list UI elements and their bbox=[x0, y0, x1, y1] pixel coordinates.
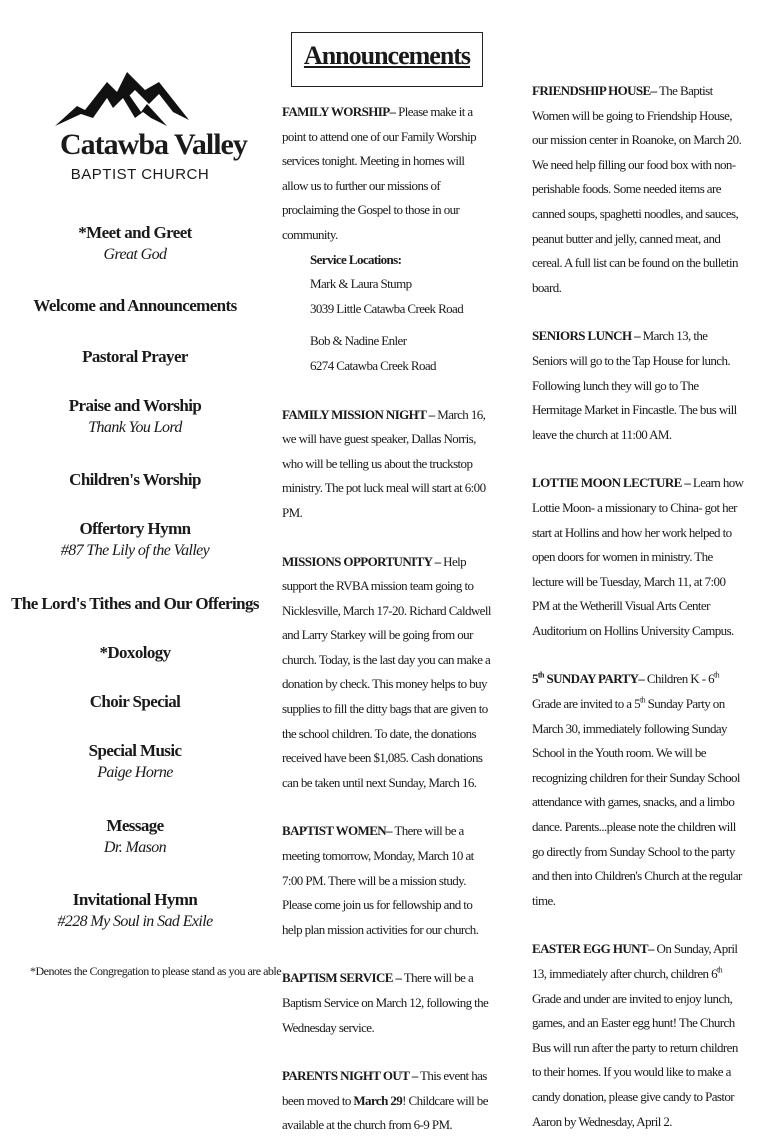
fifth-sunday-num: 5 bbox=[532, 671, 538, 687]
missions-opportunity-body: Help support the RVBA mission team going to Nicklesville, March 17-20. Richard Caldwell and Larry Starkey will be going from our church. Today, is the last day you can make a donation by check. This money helps to buy supplies to fill the ditty bags that are given to the school children. To date, the donations received have been $1,085. Cash donations can be taken until next Sunday, March 16. bbox=[282, 553, 491, 790]
family-worship-body: Please make it a point to attend one of our Family Worship services tonight. Meeting in homes will allow us to further our missions of proclaiming the Gospel to those in our community. bbox=[282, 104, 477, 242]
order-item-title: Invitational Hymn bbox=[72, 890, 198, 909]
order-item-title: Pastoral Prayer bbox=[82, 347, 188, 366]
order-item bbox=[0, 593, 270, 615]
baptism-service bbox=[282, 966, 492, 1040]
missions-opportunity-heading: MISSIONS OPPORTUNITY – bbox=[282, 553, 441, 569]
fifth-sunday-body-b: Grade are invited to a 5 bbox=[532, 696, 640, 712]
order-item bbox=[0, 815, 270, 859]
order-item-title: Offertory Hymn bbox=[79, 519, 191, 538]
parents-night-out bbox=[282, 1064, 492, 1138]
order-item-subtitle: Paige Horne bbox=[97, 764, 173, 781]
order-item bbox=[0, 395, 270, 439]
missions-opportunity bbox=[282, 550, 492, 796]
fifth-sunday-rest: SUNDAY PARTY– bbox=[543, 671, 645, 687]
church-logo bbox=[55, 68, 247, 188]
family-mission-body: March 16, we will have guest speaker, Dallas Norris, who will be telling us about the truckstop ministry. The pot luck meal will start at 6:00 PM. bbox=[282, 406, 486, 520]
fifth-sunday-sup2: th bbox=[639, 695, 645, 705]
order-item-title: Message bbox=[106, 816, 164, 835]
announcements-title: Announcements bbox=[303, 41, 471, 70]
lottie-moon-heading: LOTTIE MOON LECTURE – bbox=[532, 475, 691, 491]
easter-egg-sup: th bbox=[717, 965, 723, 975]
order-item-title: Children's Worship bbox=[69, 470, 201, 489]
order-item-title: Special Music bbox=[88, 741, 182, 760]
fifth-sunday-body-c: Sunday Party on March 30, immediately following Sunday School in the Youth room. We will be recognizing children for their Sunday School attendance with games, snacks, and a limbo dance. Parents...please note the children will go directly from Sunday School to the party and then into Children's Church at the regular time. bbox=[532, 696, 742, 908]
order-item bbox=[0, 642, 270, 664]
church-name: Catawba Valley bbox=[60, 128, 247, 161]
fifth-sunday-body-a: Children K - 6 bbox=[644, 671, 714, 687]
order-item-subtitle: Thank You Lord bbox=[88, 419, 182, 436]
parents-night-body-b: ! Childcare will be available at the church from 6-9 PM. bbox=[282, 1092, 488, 1133]
seniors-lunch-heading: SENIORS LUNCH – bbox=[532, 328, 641, 344]
seniors-lunch-body: March 13, the Seniors will go to the Tap House for lunch. Following lunch they will go to The Hermitage Market in Fincastle. The bus will leave the church at 11:00 AM. bbox=[532, 328, 737, 442]
order-item bbox=[0, 691, 270, 713]
baptist-women bbox=[282, 819, 492, 942]
location-name: Bob & Nadine Enler bbox=[310, 333, 407, 349]
easter-egg-body-b: Grade and under are invited to enjoy lunch, games, and an Easter egg hunt! The Church Bus will run after the party to return children to their homes. If you would like to make a candy donation, please give candy to Pastor Aaron by Wednesday, April 2. bbox=[532, 990, 738, 1129]
order-item-subtitle: Great God bbox=[103, 246, 167, 263]
order-item-title: Praise and Worship bbox=[68, 396, 202, 415]
baptism-service-heading: BAPTISM SERVICE – bbox=[282, 970, 402, 986]
friendship-house-heading: FRIENDSHIP HOUSE– bbox=[532, 83, 657, 98]
service-locations-label bbox=[282, 248, 492, 273]
location-address: 6274 Catawba Creek Road bbox=[310, 357, 436, 373]
order-item bbox=[0, 469, 270, 491]
easter-egg-hunt bbox=[532, 937, 744, 1134]
family-worship-heading: FAMILY WORSHIP– bbox=[282, 104, 396, 119]
location-address: 3039 Little Catawba Creek Road bbox=[310, 300, 464, 316]
easter-egg-body-a: On Sunday, April 13, immediately after church, children 6 bbox=[532, 941, 738, 981]
order-item bbox=[0, 889, 270, 933]
announcements-column-middle bbox=[282, 100, 492, 1138]
order-item-title: *Meet and Greet bbox=[78, 223, 192, 242]
announcements-column-right bbox=[532, 79, 744, 1134]
footnote: *Denotes the Congregation to please stand as you are able bbox=[30, 964, 282, 978]
order-item-subtitle: #87 The Lily of the Valley bbox=[60, 542, 210, 559]
order-item bbox=[0, 346, 270, 368]
order-item-title: *Doxology bbox=[99, 643, 171, 662]
family-worship bbox=[282, 100, 492, 248]
service-locations-label-text: Service Locations: bbox=[310, 251, 402, 267]
lottie-moon-lecture bbox=[532, 471, 744, 643]
baptist-women-heading: BAPTIST WOMEN– bbox=[282, 823, 392, 839]
family-mission-night bbox=[282, 403, 492, 526]
location-name: Mark & Laura Stump bbox=[310, 276, 412, 292]
order-item bbox=[0, 740, 270, 784]
parents-night-heading: PARENTS NIGHT OUT – bbox=[282, 1068, 418, 1084]
lottie-moon-body: Learn how Lottie Moon- a missionary to China- got her start at Hollins and how her work helped to open doors for women in ministry. The lecture will be Tuesday, March 11, at 7:00 PM at the Wetherill Visual Arts Center Auditorium on Hollins University Campus. bbox=[532, 475, 744, 638]
order-item-title: Choir Special bbox=[89, 692, 181, 711]
order-item bbox=[0, 222, 270, 266]
order-item-subtitle: #228 My Soul in Sad Exile bbox=[57, 913, 213, 930]
order-item bbox=[0, 518, 270, 562]
fifth-sunday-party bbox=[532, 667, 744, 913]
friendship-house-body: The Baptist Women will be going to Friendship House, our mission center in Roanoke, on March 20. We need help filling our food box with non-perishable foods. Some needed items are canned soups, spaghetti noodles, and sauces, peanut butter and jelly, canned meat, and cereal. A full list can be found on the bulletin board. bbox=[532, 83, 742, 295]
parents-night-date: March 29 bbox=[353, 1092, 403, 1108]
fifth-sunday-sup: th bbox=[537, 671, 544, 681]
parents-night-body-a: This event has been moved to bbox=[282, 1068, 487, 1108]
order-item-title: Welcome and Announcements bbox=[33, 296, 237, 315]
church-subtitle: BAPTIST CHURCH bbox=[70, 166, 210, 183]
mountains-icon bbox=[55, 68, 195, 130]
friendship-house bbox=[532, 79, 744, 300]
fifth-sunday-heading bbox=[532, 671, 644, 686]
order-item-title: The Lord's Tithes and Our Offerings bbox=[11, 594, 259, 613]
family-mission-heading: FAMILY MISSION NIGHT – bbox=[282, 406, 435, 422]
baptist-women-body: There will be a meeting tomorrow, Monday, March 10 at 7:00 PM. There will be a mission study. Please come join us for fellowship and to help plan mission activities for our church. bbox=[282, 823, 479, 937]
order-item-subtitle: Dr. Mason bbox=[103, 839, 167, 856]
baptism-service-body: There will be a Baptism Service on March 12, following the Wednesday service. bbox=[282, 970, 489, 1035]
fifth-sunday-sup1: th bbox=[714, 671, 720, 681]
order-item bbox=[0, 295, 270, 317]
announcements-header bbox=[291, 32, 483, 87]
easter-egg-heading: EASTER EGG HUNT– bbox=[532, 941, 654, 957]
seniors-lunch bbox=[532, 324, 744, 447]
